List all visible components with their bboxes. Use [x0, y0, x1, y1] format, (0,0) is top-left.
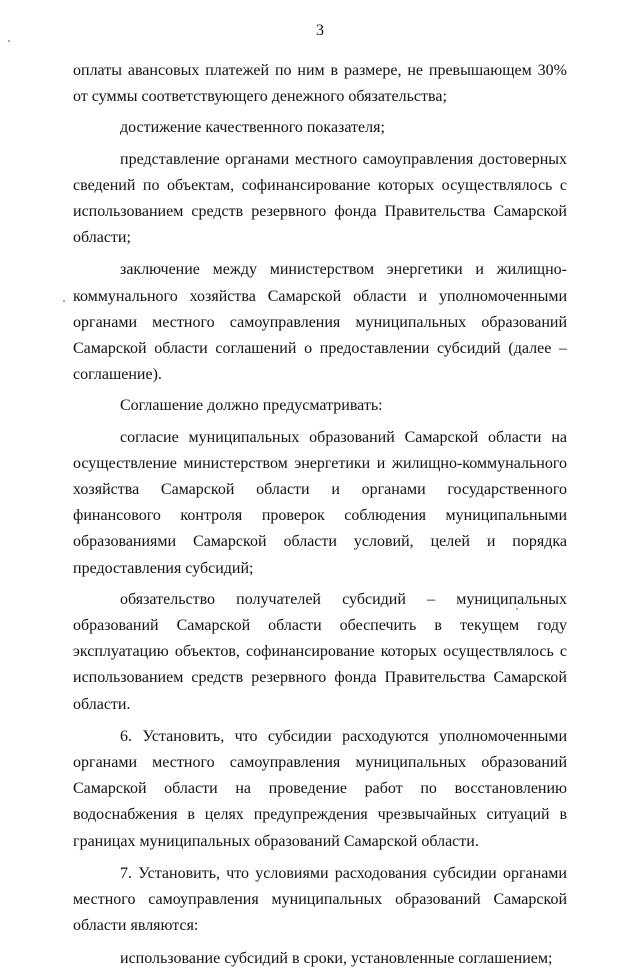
paragraph-consent-to-audits: согласие муниципальных образований Самарской области на осуществление министерством энергетики и жилищно-коммунального хозяйства Самарской области и органами государственного финансового контроля проверок соблюдения муниципальными образованиями Самарской области условий, целей и порядка предоставления субсидий;: [73, 428, 567, 577]
paragraph-agreement-conclusion: заключение между министерством энергетики и жилищно-коммунального хозяйства Самарской области и уполномоченными органами местного самоуправления муниципальных образований Самарской области соглашений о предоставлении субсидий (далее – соглашение).: [73, 261, 567, 384]
paragraph-reliable-information: представление органами местного самоуправления достоверных сведений по объектам, софинансирование которых осуществлялось с использованием средств резервного фонда Правительства Самарской области;: [73, 150, 567, 247]
paragraph-use-within-terms: использование субсидий в сроки, установленные соглашением;: [120, 949, 553, 967]
paragraph-advance-payments: оплаты авансовых платежей по ним в размере, не превышающем 30% от суммы соответствующего денежного обязательства;: [73, 62, 567, 106]
page-number: 3: [316, 22, 324, 39]
paragraph-agreement-provisions: Соглашение должно предусматривать:: [120, 397, 383, 415]
paragraph-recipient-obligation: обязательство получателей субсидий – муниципальных образований Самарской области обеспечить в текущем году эксплуатацию объектов, софинансирование которых осуществлялось с использованием средств резервного фонда Правительства Самарской области.: [73, 590, 567, 713]
document-body: [73, 58, 567, 972]
scan-speck: [63, 300, 65, 302]
paragraph-quality-indicator: достижение качественного показателя;: [120, 119, 385, 137]
scan-speck: [516, 608, 518, 610]
paragraph-item-7: 7. Установить, что условиями расходования субсидии органами местного самоуправления муниципальных образований Самарской области являются:: [73, 864, 567, 935]
scan-speck: [8, 40, 10, 42]
paragraph-item-6: 6. Установить, что субсидии расходуются уполномоченными органами местного самоуправления муниципальных образований Самарской области на проведение работ по восстановлению водоснабжения в целях предупреждения чрезвычайных ситуаций в границах муниципальных образований Самарской области.: [73, 727, 567, 850]
